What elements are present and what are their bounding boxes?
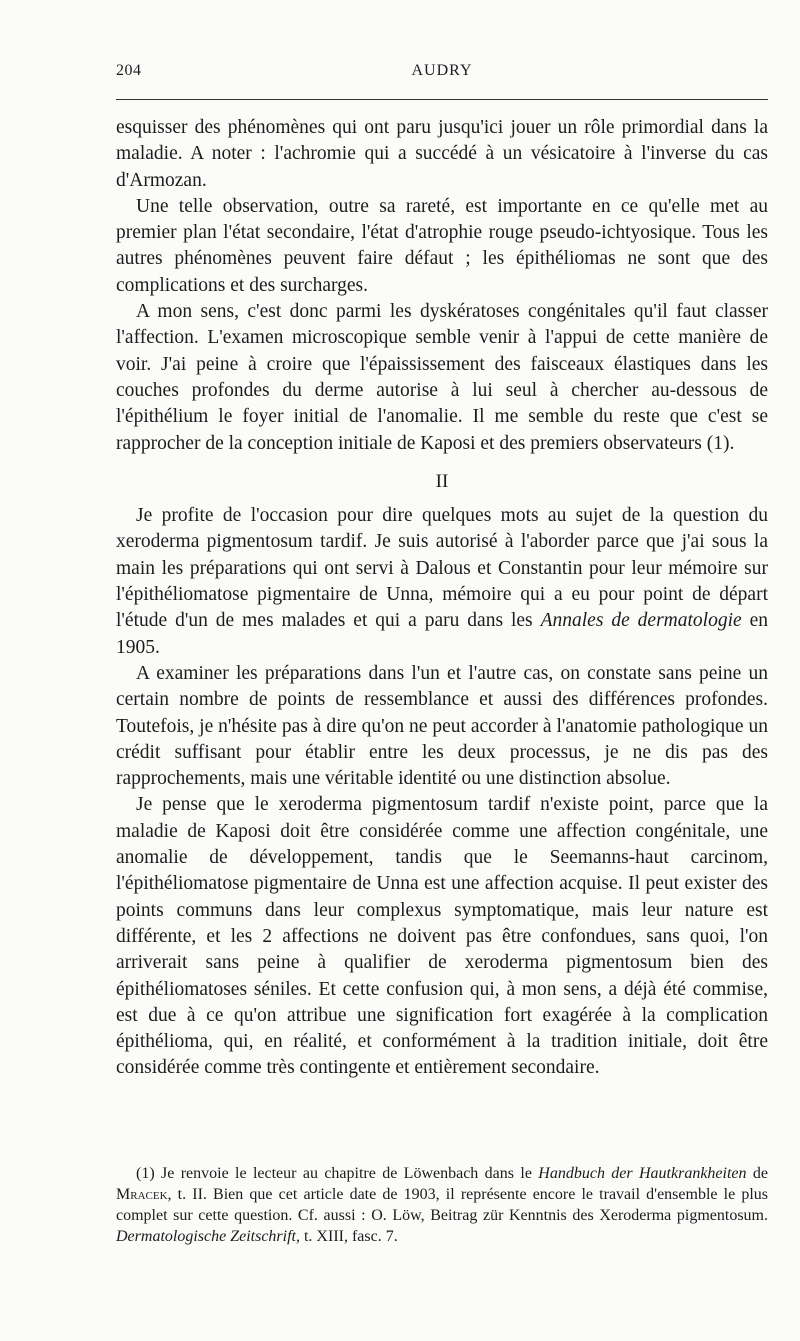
header-rule bbox=[116, 99, 768, 100]
running-header bbox=[116, 62, 768, 84]
footnote-mid: de bbox=[746, 1165, 768, 1182]
journal-title: Annales de dermatologie bbox=[540, 610, 742, 632]
paragraph-2: Une telle observation, outre sa rareté, est importante en ce qu'elle met au premier plan l'état secondaire, l'état d'atrophie rouge pseudo-ichtyosique. Tous les autres phénomènes peuvent faire défaut ; les épithéliomas ne sont que des complications et des surcharges. bbox=[116, 195, 768, 296]
paragraph-4-text: Je profite de l'occasion pour dire quelques mots au sujet de la question du xeroderma pigmentosum tardif. Je suis autorisé à l'aborder parce que j'ai sous la main les préparations qui ont servi à Dalous et Constantin pour leur mémoire sur l'épithéliomatose pigmentaire de Unna, mémoire qui a eu pour point de départ l'étude d'un de mes malades et qui a paru dans les bbox=[116, 505, 768, 632]
footnote-author: Mracek bbox=[116, 1186, 168, 1203]
footnote-body: , t. II. Bien que cet article date de 1903, il représente encore le travail d'ensemble le plus complet sur cette question. Cf. aussi : O. Löw, Beitrag zür Kenntnis des Xeroderma pigmentosum. bbox=[116, 1186, 768, 1224]
section-heading: II bbox=[435, 470, 449, 492]
footnote-book-title: Handbuch der Hautkrankheiten bbox=[538, 1165, 747, 1182]
paragraph-4-tail: en 1905. bbox=[116, 610, 769, 658]
page-number: 204 bbox=[116, 62, 142, 79]
paragraph-6: Je pense que le xeroderma pigmentosum tardif n'existe point, parce que la maladie de Kaposi doit être considérée comme une affection congénitale, une anomalie de développement, tandis que le Seemanns-haut carcinom, l'épithéliomatose pigmentaire de Unna est une affection acquise. Il peut exister des points communs dans leur complexus symptomatique, mais leur nature est différente, et les 2 affections ne doivent pas être confondues, sans quoi, l'on arriverait sans peine à qualifier de xeroderma pigmentosum bien des épithéliomatoses séniles. Et cette confusion qui, à mon sens, a déjà été commise, est due à ce qu'on attribue une signification fort exagérée à la complication épithélioma, qui, en réalité, et conformément à la tradition initiale, doit être considérée comme très contingente et entièrement secondaire. bbox=[116, 794, 768, 1079]
body-text bbox=[116, 115, 768, 1082]
footnote-lead: (1) Je renvoie le lecteur au chapitre de Löwenbach dans le bbox=[136, 1165, 539, 1182]
paragraph-5: A examiner les préparations dans l'un et l'autre cas, on constate sans peine un certain nombre de points de ressemblance et aussi des différences profondes. Toutefois, je n'hésite pas à dire qu'on ne peut accorder à l'anatomie pathologique un crédit suffisant pour établir entre les deux processus, je ne dis pas des rapprochements, mais une véritable identité ou une distinction absolue. bbox=[116, 662, 768, 790]
footnote-1 bbox=[116, 1163, 768, 1247]
footnote-journal-title: Dermatologische Zeitschrift, bbox=[116, 1228, 300, 1245]
footnote-tail: t. XIII, fasc. 7. bbox=[299, 1228, 398, 1245]
paragraph-4 bbox=[116, 503, 768, 661]
footnotes bbox=[116, 1163, 768, 1247]
running-title: AUDRY bbox=[411, 62, 473, 79]
paragraph-3: A mon sens, c'est donc parmi les dyskératoses congénitales qu'il faut classer l'affection. L'examen microscopique semble venir à l'appui de cette manière de voir. J'ai peine à croire que l'épaississement des faisceaux élastiques dans les couches profondes du derme autorise à lui seul à chercher au-dessous de l'épithélium le foyer initial de l'anomalie. Il me semble du reste que c'est se rapprocher de la conception initiale de Kaposi et des premiers observateurs (1). bbox=[116, 301, 768, 454]
paragraph-1: esquisser des phénomènes qui ont paru jusqu'ici jouer un rôle primordial dans la maladie. A noter : l'achromie qui a succédé à un vésicatoire à l'inverse du cas d'Armozan. bbox=[116, 117, 768, 191]
